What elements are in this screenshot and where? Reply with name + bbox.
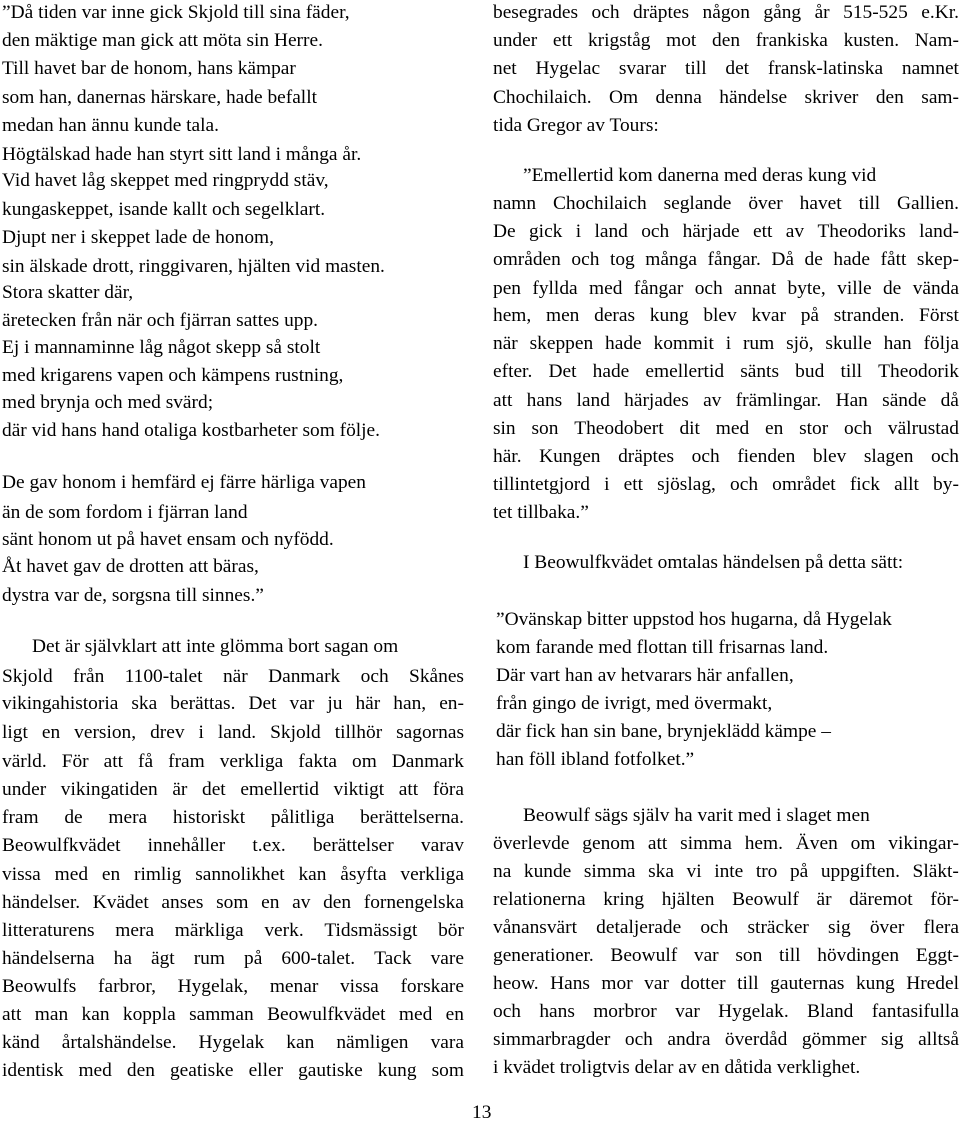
poem-line: ”Då tiden var inne gick Skjold till sina fäder, [2, 2, 350, 23]
text-line: under ett krigståg mot den frankiska kusten. Nam- [493, 30, 959, 51]
quote-line: sin son Theodobert dit med en stor och välrustad [493, 418, 959, 439]
text-line: känd årtalshändelse. Hygelak kan nämligen vara [2, 1032, 464, 1053]
poem-line: där vid hans hand otaliga kostbarheter som följe. [2, 420, 381, 441]
text-line: Beowulfkvädet innehåller t.ex. berättelser varav [2, 835, 464, 856]
quote-line: när skeppen hade kommit i rum sjö, skulle han följa [493, 333, 959, 354]
quote-line: ”Ovänskap bitter uppstod hos hugarna, då Hygelak [496, 609, 892, 630]
poem-line: äretecken från när och fjärran sattes upp. [2, 310, 319, 331]
text-line: fram de mera historiskt pålitliga berättelserna. [2, 807, 464, 828]
text-line: identisk med den geatiske eller gautiske kung som [2, 1060, 464, 1081]
poem-line: Djupt ner i skeppet lade de honom, [2, 227, 274, 248]
quote-line: från gingo de ivrigt, med övermakt, [496, 693, 773, 714]
text-line: händelser. Kvädet anses som en av den fornengelska [2, 892, 464, 913]
text-line: vikingahistoria ska berättas. Det var ju här han, en- [2, 693, 464, 714]
text-line: Det är självklart att inte glömma bort sagan om [32, 636, 399, 657]
poem-line: den mäktige man gick att möta sin Herre. [2, 30, 323, 51]
text-line: heow. Hans mor var dotter till gauternas kung Hredel [493, 973, 959, 994]
poem-line: Stora skatter där, [2, 282, 134, 303]
quote-line: där fick han sin bane, brynjeklädd kämpe – [496, 721, 831, 742]
text-line: tida Gregor av Tours: [493, 115, 659, 136]
text-line: vissa med en rimlig sannolikhet kan åsyfta verkliga [2, 864, 464, 885]
text-line: händelserna ha ägt rum på 600-talet. Tack vare [2, 948, 464, 969]
text-line: i kvädet troligtvis delar av en dåtida verklighet. [493, 1057, 861, 1078]
quote-line: han föll ibland fotfolket.” [496, 749, 695, 770]
text-line: överlevde genom att simma hem. Även om vikingar- [493, 833, 959, 854]
text-line: besegrades och dräptes någon gång år 515-525 e.Kr. [493, 2, 959, 23]
quote-line: Där vart han av hetvarars här anfallen, [496, 665, 794, 686]
text-line: litteraturens mera märkliga verk. Tidsmässigt bör [2, 920, 464, 941]
poem-line: Ej i mannaminne låg något skepp så stolt [2, 337, 321, 358]
text-line: under vikingatiden är det emellertid viktigt att föra [2, 779, 464, 800]
quote-line: namn Chochilaich seglande över havet till Gallien. [493, 193, 959, 214]
poem-line: medan han ännu kunde tala. [2, 115, 219, 136]
poem-line: Högtälskad hade han styrt sitt land i många år. [2, 144, 362, 165]
text-line: Skjold från 1100-talet när Danmark och Skånes [2, 666, 464, 687]
quote-line: tillintetgjord i ett sjöslag, och området fick allt by- [493, 474, 959, 495]
text-line: generationer. Beowulf var son till hövdingen Eggt- [493, 945, 959, 966]
quote-line: att hans land härjades av främlingar. Han sände då [493, 390, 959, 411]
poem-line: sin älskade drott, ringgivaren, hjälten vid masten. [2, 256, 385, 277]
poem-line: med brynja och med svärd; [2, 392, 214, 413]
text-line: Beowulfs farbror, Hygelak, menar vissa forskare [2, 976, 464, 997]
beowulf-intro: I Beowulfkvädet omtalas händelsen på detta sätt: [523, 552, 904, 573]
quote-line: De gick i land och härjade ett av Theodoriks land- [493, 221, 959, 242]
poem-line: Till havet bar de honom, hans kämpar [2, 58, 296, 79]
poem-line: dystra var de, sorgsna till sinnes.” [2, 585, 264, 606]
quote-line: efter. Det hade emellertid sänts bud till Theodorik [493, 361, 959, 382]
poem-line: än de som fordom i fjärran land [2, 502, 248, 523]
quote-line: kom farande med flottan till frisarnas land. [496, 637, 829, 658]
text-line: net Hygelac svarar till det fransk-latinska namnet [493, 58, 959, 79]
poem-line: Åt havet gav de drotten att bäras, [2, 556, 259, 577]
quote-line: hem, men deras kung blev kvar på stranden. Först [493, 305, 959, 326]
text-line: Chochilaich. Om denna händelse skriver den sam- [493, 87, 959, 108]
text-line: ligt en version, drev i land. Skjold tillhör sagornas [2, 722, 464, 743]
text-line: Beowulf sägs själv ha varit med i slaget men [523, 805, 870, 826]
poem-line: sänt honom ut på havet ensam och nyfödd. [2, 529, 334, 550]
poem-line: Vid havet låg skeppet med ringprydd stäv, [2, 170, 329, 191]
quote-line: pen fyllda med fångar och annat byte, ville de vända [493, 278, 959, 299]
poem-line: med krigarens vapen och kämpens rustning, [2, 365, 344, 386]
text-line: relationerna kring hjälten Beowulf är däremot för- [493, 889, 959, 910]
quote-line: här. Kungen dräptes och fienden blev slagen och [493, 446, 959, 467]
text-line: na kunde simma ska vi inte tro på uppgiften. Släkt- [493, 861, 959, 882]
quote-line: tet tillbaka.” [493, 502, 589, 523]
text-line: att man kan koppla samman Beowulfkvädet med en [2, 1004, 464, 1025]
text-line: simmarbragder och andra överdåd gömmer sig alltså [493, 1029, 959, 1050]
quote-line: ”Emellertid kom danerna med deras kung vid [523, 165, 877, 186]
text-line: och hans morbror var Hygelak. Bland fantasifulla [493, 1001, 959, 1022]
quote-line: områden och tog många fångar. Då de hade fått skep- [493, 249, 959, 270]
poem-line: De gav honom i hemfärd ej färre härliga vapen [2, 472, 366, 493]
poem-line: som han, danernas härskare, hade befallt [2, 87, 317, 108]
text-line: värld. För att få fram verkliga fakta om Danmark [2, 751, 464, 772]
page-number: 13 [472, 1102, 492, 1123]
text-line: vånansvärt detaljerade och sträcker sig över flera [493, 917, 959, 938]
poem-line: kungaskeppet, isande kallt och segelklart. [2, 199, 326, 220]
